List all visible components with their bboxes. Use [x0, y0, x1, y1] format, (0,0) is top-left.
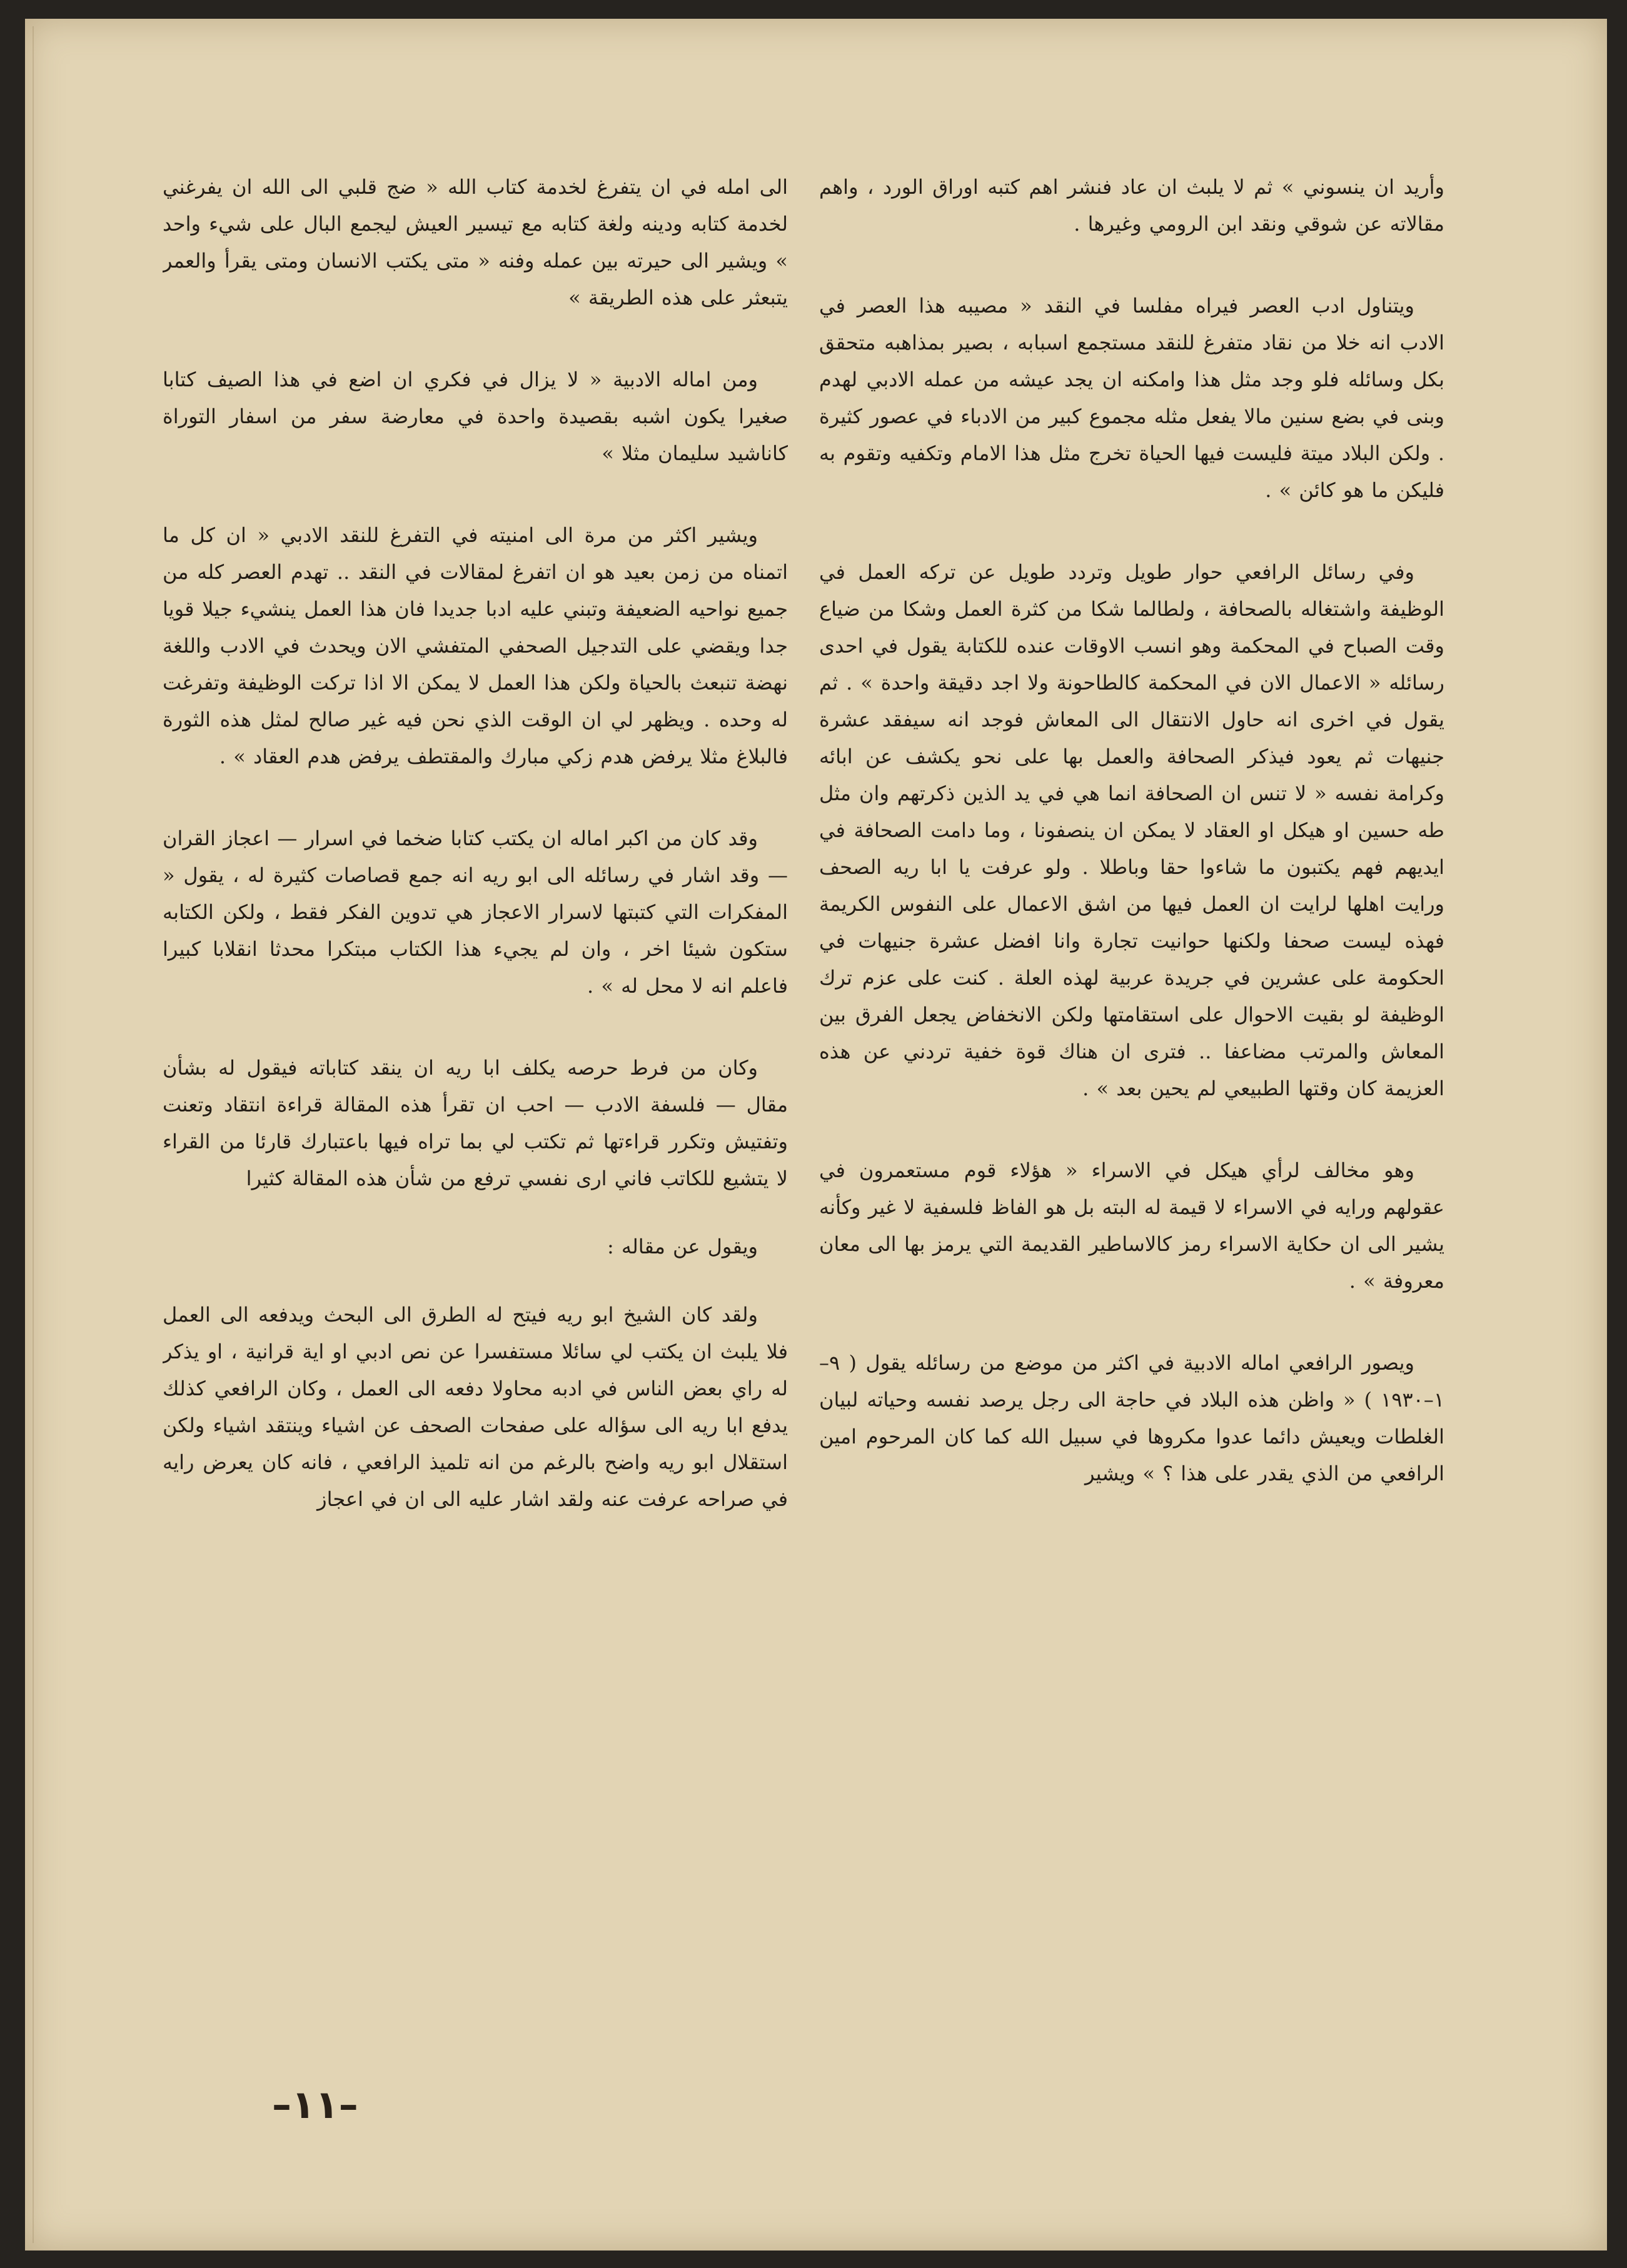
paragraph: الى امله في ان يتفرغ لخدمة كتاب الله « ضج قلبي الى الله ان يفرغني لخدمة كتابه ودينه ولغة كتابه مع تيسير العيش ليجمع البال على شيء واحد » ويشير الى حيرته بين عمله وفنه « متى يكتب الانسان ومتى يقرأ والعمر يتبعثر على هذه الطريقة » — [163, 175, 788, 309]
paragraph: وكان من فرط حرصه يكلف ابا ريه ان ينقد كتاباته فيقول له بشأن مقال — فلسفة الادب — احب ان تقرأ هذه المقالة قراءة انتقاد وتعنت وتفتيش وتكرر قراءتها ثم تكتب لي بما تراه فيها باعتبارك قارئا من القراء لا يتشيع للكاتب فاني ارى نفسي ترفع من شأن هذه المقالة كثيرا — [163, 1056, 788, 1190]
page-number: –١١– — [272, 2082, 358, 2127]
paragraph: وفي رسائل الرافعي حوار طويل وتردد طويل عن تركه العمل في الوظيفة واشتغاله بالصحافة ، ولطالما شكا من كثرة العمل وشكا من ضياع وقت الصباح في المحكمة وهو انسب الاوقات عنده للكتابة يقول في احدى رسائله « الاعمال الان في المحكمة كالطاحونة ولا اجد دقيقة واحدة » . ثم يقول في اخرى انه حاول الانتقال الى المعاش فوجد انه سيفقد عشرة جنيهات ثم يعود فيذكر الصحافة والعمل بها على نحو يكشف عن ابائه وكرامة نفسه « لا تنس ان الصحافة انما هي في يد الذين ذكرتهم وان مثل طه حسين او هيكل او العقاد لا يمكن ان ينصفونا ، وما دامت الصحافة في ايديهم فهم يكتبون ما شاءوا حقا وباطلا . ولو عرفت يا ابا ريه الصحف ورايت اهلها لرايت ان العمل فيها من اشق الاعمال على النفوس الكريمة فهذه ليست صحفا ولكنها حوانيت تجارة وانا افضل عشرة جنيهات في الحكومة على عشرين في جريدة عربية لهذه العلة . كنت على عزم ترك الوظيفة لو بقيت الاحوال على استقامتها ولكن الانخفاض يجعل الفرق بين المعاش والمرتب مضاعفا .. فترى ان هناك قوة خفية تردني عن هذه العزيمة كان وقتها الطبيعي لم يحين بعد » . — [819, 560, 1444, 1100]
paragraph: ويصور الرافعي اماله الادبية في اكثر من موضع من رسائله يقول ( ٩–١–١٩٣٠ ) « واظن هذه البلاد في حاجة الى رجل يرصد نفسه وحياته لبيان الغلطات ويعيش دائما عدوا مكروها في سبيل الله كما كان المرحوم امين الرافعي من الذي يقدر على هذا ؟ » ويشير — [819, 1351, 1444, 1485]
magazine-page — [25, 19, 1607, 2250]
paragraph: ويتناول ادب العصر فيراه مفلسا في النقد « مصيبه هذا العصر في الادب انه خلا من نقاد متفرغ للنقد مستجمع اسبابه ، بصير بمذاهبه متحقق بكل وسائله فلو وجد مثل هذا وامكنه ان يجد عيشه من عمله الادبي لهدم وبنى في بضع سنين مالا يفعل مثله مجموع كبير من الادباء في عصور كثيرة . ولكن البلاد ميتة فليست فيها الحياة تخرج مثل هذا الامام وتكفيه وتقوم به فليكن ما هو كائن » . — [819, 294, 1444, 502]
paragraph: ويشير اكثر من مرة الى امنيته في التفرغ للنقد الادبي « ان كل ما اتمناه من زمن بعيد هو ان اتفرغ لمقالات في النقد .. تهدم العصر كله من جميع نواحيه الضعيفة وتبني عليه ادبا جديدا فان هذا العمل ينشيء جيلا قويا جدا ويقضي على التدجيل الصحفي المتفشي الان ويحدث في الادب واللغة نهضة تنبعث بالحياة ولكن هذا العمل لا يمكن الا اذا تركت الوظيفة وتفرغت له وحده . ويظهر لي ان الوقت الذي نحن فيه غير صالح لمثل هذه الثورة فالبلاغ مثلا يرفض هدم زكي مبارك والمقتطف يرفض هدم العقاد » . — [163, 523, 788, 768]
paragraph: ويقول عن مقاله : — [607, 1235, 758, 1258]
paragraph: ومن اماله الادبية « لا يزال في فكري ان اضع في هذا الصيف كتابا صغيرا يكون اشبه بقصيدة واحدة في معارضة سفر من اسفار التوراة كاناشيد سليمان مثلا » — [163, 368, 788, 465]
right-column — [819, 169, 1444, 2057]
paragraph: وهو مخالف لرأي هيكل في الاسراء « هؤلاء قوم مستعمرون في عقولهم ورايه في الاسراء لا قيمة له البته بل هو الفاظ فلسفية لا غير وكأنه يشير الى ان حكاية الاسراء رمز كالاساطير القديمة التي يرمز بها الى معان معروفة » . — [819, 1158, 1444, 1293]
left-column — [163, 169, 788, 2057]
paragraph: ولقد كان الشيخ ابو ريه فيتح له الطرق الى البحث ويدفعه الى العمل فلا يلبث ان يكتب لي سائلا مستفسرا عن نص ادبي او اية قرانية ، او يذكر له راي بعض الناس في ادبه محاولا دفعه الى العمل ، وكان الرافعي كذلك يدفع ابا ريه الى سؤاله على صفحات الصحف عن اشياء وينتقد اشياء ولكن استقلال ابو ريه واضح بالرغم من انه تلميذ الرافعي ، فانه كان يعرض رايه في صراحه عرفت عنه ولقد اشار عليه الى ان في اعجاز — [163, 1303, 788, 1511]
paragraph: وقد كان من اكبر اماله ان يكتب كتابا ضخما في اسرار — اعجاز القران — وقد اشار في رسائله الى ابو ريه انه جمع قصاصات كثيرة له ، يقول « المفكرات التي كتبتها لاسرار الاعجاز هي تدوين الفكر فقط ، ولكن الكتابه ستكون شيئا اخر ، وان لم يجيء هذا الكتاب مبتكرا محدثا انقلابا كبيرا فاعلم انه لا محل له » . — [163, 826, 788, 998]
paragraph: وأريد ان ينسوني » ثم لا يلبث ان عاد فنشر اهم كتبه اوراق الورد ، واهم مقالاته عن شوقي ونقد ابن الرومي وغيرها . — [819, 175, 1444, 236]
